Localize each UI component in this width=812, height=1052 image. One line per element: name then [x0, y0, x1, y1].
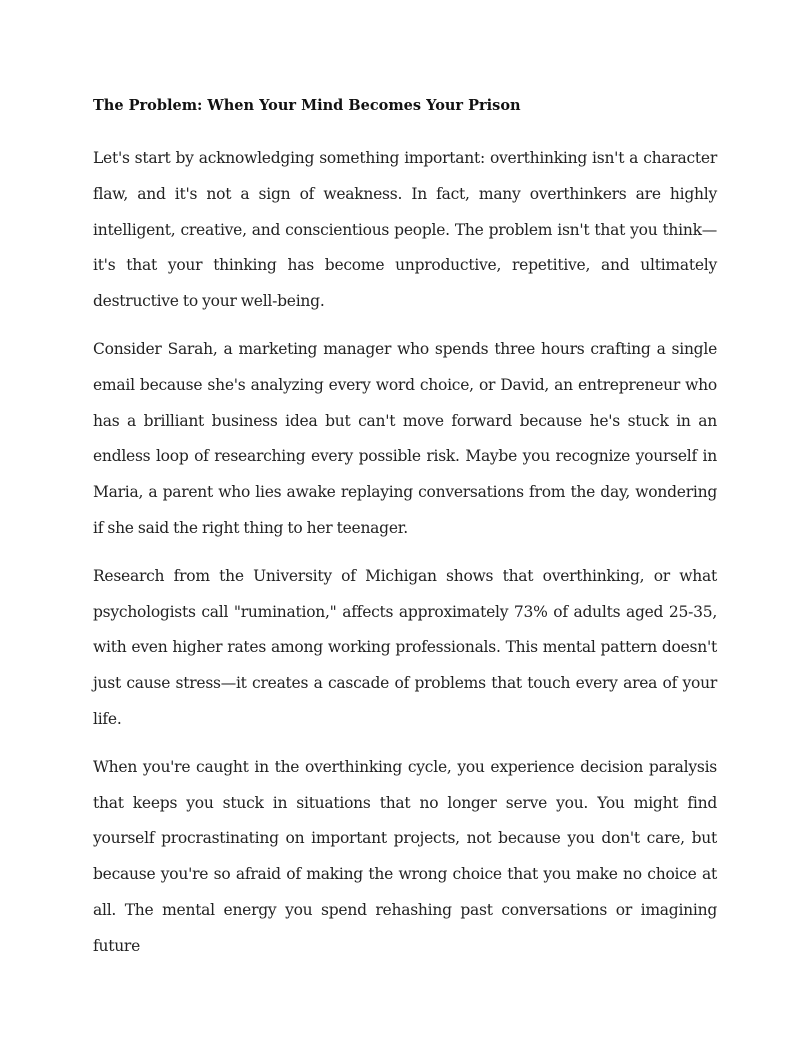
paragraph-4: When you're caught in the overthinking cycle, you experience decision paralysis that keeps you stuck in situations that no longer serve you. You might find yourself procrastinating on important projects, not because you don't care, but because you're so afraid of making the wrong choice that you make no choice at all. The mental energy you spend rehashing past conversations or imagining future — [93, 757, 717, 955]
paragraph-2: Consider Sarah, a marketing manager who spends three hours crafting a single email because she's analyzing every word choice, or David, an entrepreneur who has a brilliant business idea but can't move forward because he's stuck in an endless loop of researching every possible risk. Maybe you recognize yourself in Maria, a parent who lies awake replaying conversations from the day, wondering if she said the right thing to her teenager. — [93, 339, 717, 537]
paragraph-3: Research from the University of Michigan shows that overthinking, or what psychologists call "rumination," affects approximately 73% of adults aged 25-35, with even higher rates among working professionals. This mental pattern doesn't just cause stress—it creates a cascade of problems that touch every area of your life. — [93, 566, 717, 728]
document-page — [93, 95, 717, 977]
paragraph-1: Let's start by acknowledging something important: overthinking isn't a character flaw, and it's not a sign of weakness. In fact, many overthinkers are highly intelligent, creative, and conscientious people. The problem isn't that you think—it's that your thinking has become unproductive, repetitive, and ultimately destructive to your well-being. — [93, 149, 717, 311]
section-heading: The Problem: When Your Mind Becomes Your Prison — [93, 97, 521, 114]
